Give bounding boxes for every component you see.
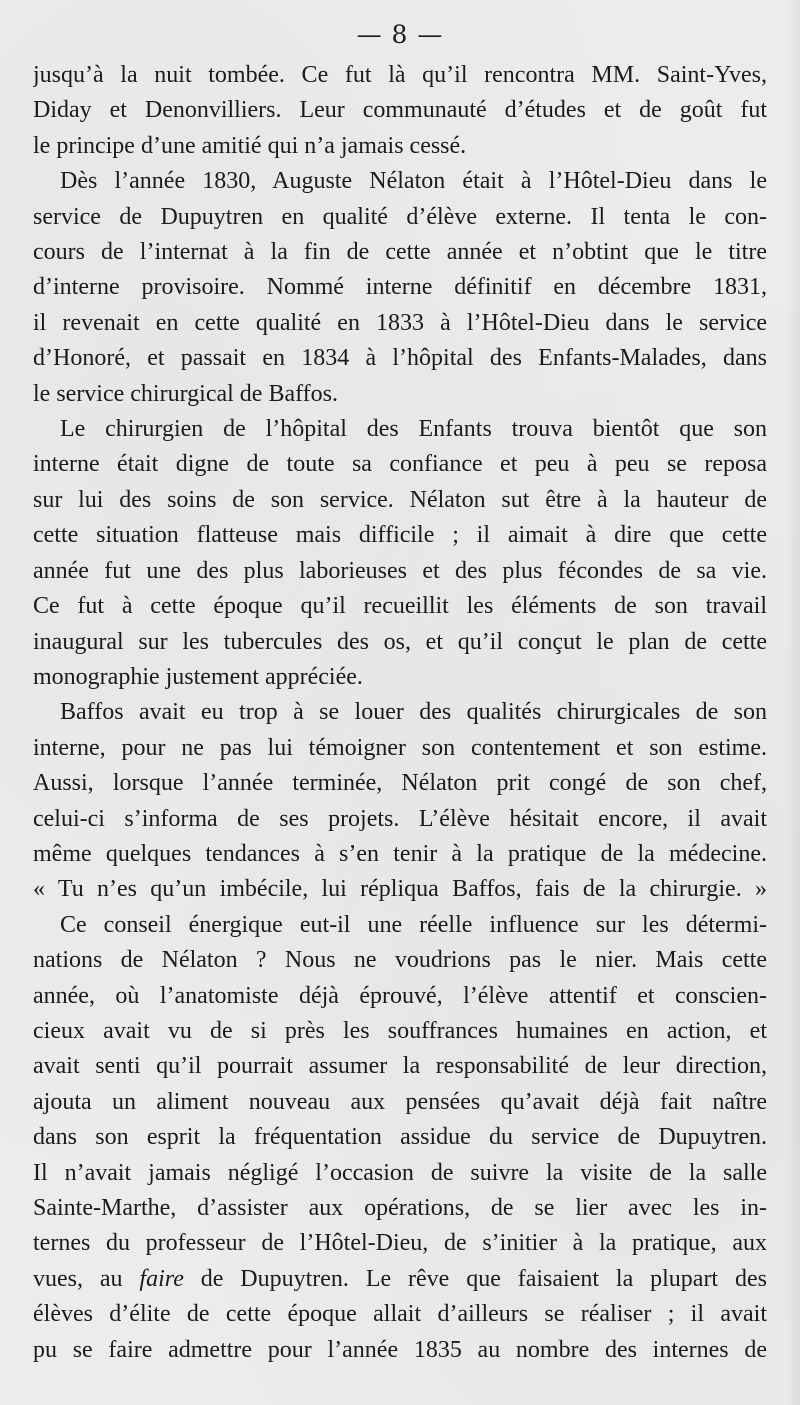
text-line: celui-ci s’informa de ses projets. L’élève hésitait encore, il avait [33, 805, 767, 832]
text-line: « Tu n’es qu’un imbécile, lui répliqua Baffos, fais de la chirurgie. » [33, 876, 767, 903]
text-line: Aussi, lorsque l’année terminée, Nélaton prit congé de son chef, [33, 770, 767, 797]
text-line: Il n’avait jamais négligé l’occasion de suivre la visite de la salle [33, 1159, 767, 1186]
italic-word: faire [139, 1265, 184, 1292]
text-line: Dès l’année 1830, Auguste Nélaton était à l’Hôtel-Dieu dans le [60, 168, 767, 195]
text-line: Baffos avait eu trop à se louer des qualités chirurgicales de son [60, 699, 767, 726]
text-line: cette situation flatteuse mais difficile ; il aimait à dire que cette [33, 522, 767, 549]
text-line: vues, au faire de Dupuytren. Le rêve que faisaient la plupart des [33, 1265, 767, 1292]
text-line: service de Dupuytren en qualité d’élève externe. Il tenta le con- [33, 203, 767, 230]
page-edge-shadow [786, 0, 800, 1405]
text-line: sur lui des soins de son service. Nélaton sut être à la hauteur de [33, 486, 767, 513]
page-number: — 8 — [356, 20, 444, 49]
text-line: Ce fut à cette époque qu’il recueillit les éléments de son travail [33, 593, 767, 620]
text-line: Ce conseil énergique eut-il une réelle influence sur les détermi- [60, 911, 767, 938]
paragraph-4 [33, 695, 767, 907]
text-line: le principe d’une amitié qui n’a jamais cessé. [33, 132, 467, 159]
text-line: d’Honoré, et passait en 1834 à l’hôpital des Enfants-Malades, dans [33, 345, 767, 372]
text-line: le service chirurgical de Baffos. [33, 380, 338, 407]
text-line: monographie justement appréciée. [33, 663, 363, 690]
text-line: il revenait en cette qualité en 1833 à l’Hôtel-Dieu dans le service [33, 309, 767, 336]
text-line: Sainte-Marthe, d’assister aux opérations, de se lier avec les in- [33, 1195, 767, 1221]
paragraph-2 [33, 164, 767, 412]
text-line: interne était digne de toute sa confiance et peu à peu se reposa [33, 451, 767, 478]
text-line: Diday et Denonvilliers. Leur communauté d’études et de goût fut [33, 97, 767, 124]
text-line: même quelques tendances à s’en tenir à la pratique de la médecine. [33, 840, 767, 867]
text-line: nations de Nélaton ? Nous ne voudrions pas le nier. Mais cette [33, 947, 767, 974]
text-line: Le chirurgien de l’hôpital des Enfants trouva bientôt que son [60, 416, 767, 443]
text-line: dans son esprit la fréquentation assidue du service de Dupuytren. [33, 1124, 767, 1151]
text-line: ternes du professeur de l’Hôtel-Dieu, de s’initier à la pratique, aux [33, 1230, 767, 1257]
text-line: élèves d’élite de cette époque allait d’ailleurs se réaliser ; il avait [33, 1301, 767, 1328]
text-line: cours de l’internat à la fin de cette année et n’obtint que le titre [33, 239, 767, 266]
paragraph-5 [33, 908, 767, 1368]
text-line: inaugural sur les tubercules des os, et qu’il conçut le plan de cette [33, 628, 767, 655]
text-line: cieux avait vu de si près les souffrances humaines en action, et [33, 1017, 767, 1044]
text-line: année, où l’anatomiste déjà éprouvé, l’élève attentif et conscien- [33, 982, 767, 1009]
paragraph-3 [33, 412, 767, 695]
text-line: avait senti qu’il pourrait assumer la responsabilité de leur direction, [33, 1053, 767, 1080]
paragraph-1 [33, 58, 767, 164]
text-line: ajouta un aliment nouveau aux pensées qu’avait déjà fait naître [33, 1088, 767, 1115]
text-line: d’interne provisoire. Nommé interne définitif en décembre 1831, [33, 274, 767, 301]
body-text [33, 58, 767, 1368]
text-line: année fut une des plus laborieuses et des plus fécondes de sa vie. [33, 557, 767, 584]
text-line: jusqu’à la nuit tombée. Ce fut là qu’il rencontra MM. Saint-Yves, [33, 62, 767, 88]
text-line: interne, pour ne pas lui témoigner son contentement et son estime. [33, 734, 767, 761]
text-line: pu se faire admettre pour l’année 1835 au nombre des internes de [33, 1336, 767, 1363]
